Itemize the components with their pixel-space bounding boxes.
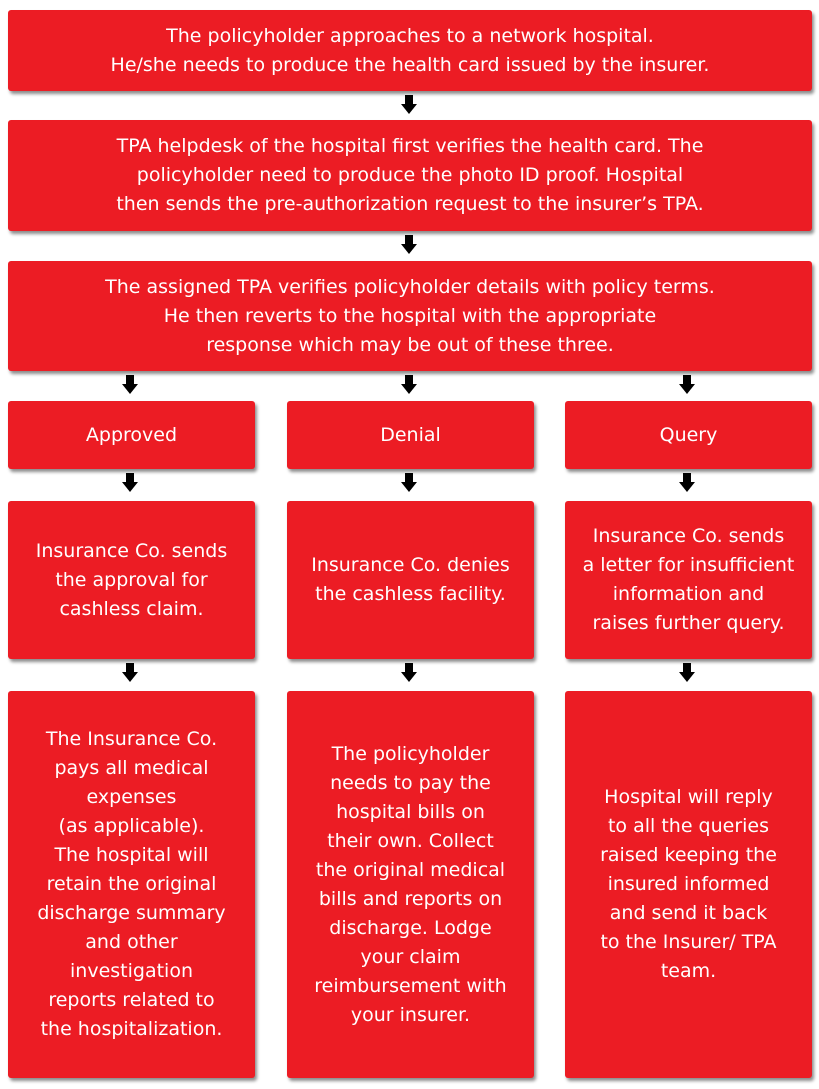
branch-query-outcome-box [565,691,812,1078]
step-approach-box [8,10,812,91]
branch-denial-action: Insurance Co. denies the cashless facility. [311,554,510,605]
branch-approved-action-box [8,501,255,659]
branch-denial-label: Denial [380,423,441,446]
arrow-down-icon [401,473,417,492]
branch-denial-label-box [287,401,534,469]
branch-approved-action: Insurance Co. sends the approval for cashless claim. [35,539,228,620]
arrow-down-icon [401,95,417,114]
arrow-down-icon [401,235,417,254]
step-tpa-box [8,261,812,371]
arrow-down-icon [679,375,695,394]
branch-query-label-box [565,401,812,469]
step-verify-text: TPA helpdesk of the hospital first verifies the health card. The policyholder need to produce the photo ID proof. Hospital then sends the pre-authorization request to the insurer’s TPA. [116,135,704,215]
arrow-down-icon [122,375,138,394]
branch-query-action: Insurance Co. sends a letter for insufficient information and raises further query. [582,525,795,634]
arrow-down-icon [122,473,138,492]
branch-query-action-box [565,501,812,659]
branch-approved-label: Approved [85,423,178,446]
branch-denial-outcome-box [287,691,534,1078]
branch-query-outcome: Hospital will reply to all the queries raised keeping the insured informed and send it back to the Insurer/ TPA team. [600,786,777,982]
step-verify-box [8,120,812,231]
branch-approved-outcome: The Insurance Co. pays all medical expenses (as applicable). The hospital will retain the original discharge summary and other investigation reports related to the hospitalization. [37,728,226,1040]
branch-approved-outcome-box [8,691,255,1078]
arrow-down-icon [122,663,138,682]
branch-denial-outcome: The policyholder needs to pay the hospital bills on their own. Collect the original medical bills and reports on discharge. Lodge your claim reimbursement with your insurer. [314,742,507,1026]
branch-query-label: Query [659,423,718,446]
arrow-down-icon [401,663,417,682]
branch-approved-label-box [8,401,255,469]
arrow-down-icon [679,473,695,492]
step-approach-text: The policyholder approaches to a network hospital. He/she needs to produce the health card issued by the insurer. [110,24,710,76]
arrow-down-icon [679,663,695,682]
step-tpa-text: The assigned TPA verifies policyholder details with policy terms. He then reverts to the hospital with the appropriate response which may be out of these three. [105,275,715,356]
branch-denial-action-box [287,501,534,659]
arrow-down-icon [401,375,417,394]
